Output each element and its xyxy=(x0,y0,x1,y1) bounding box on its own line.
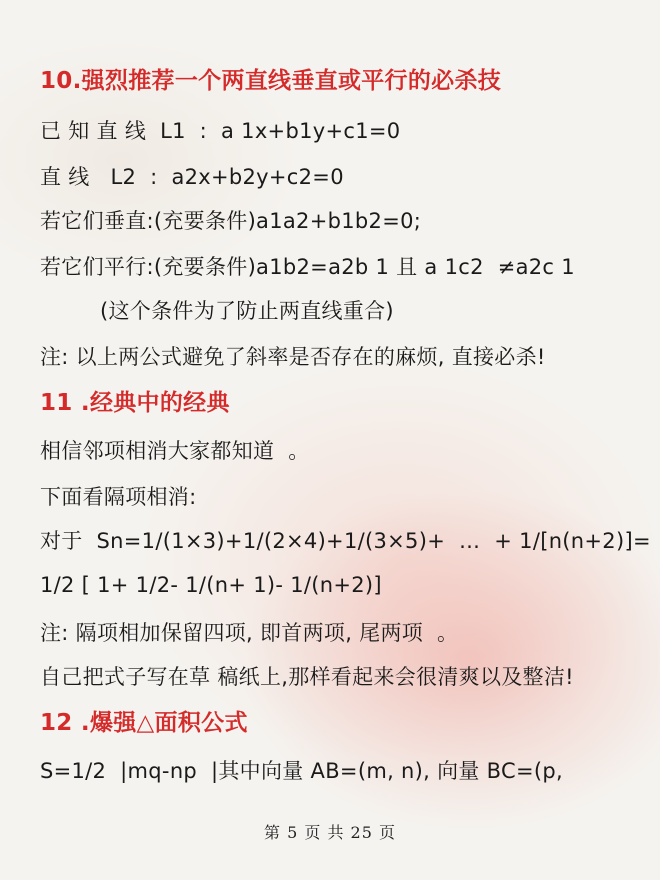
page-footer: 第 5 页 共 25 页 xyxy=(264,823,396,842)
parallel-note: (这个条件为了防止两直线重合) xyxy=(100,299,394,323)
adjacent-cancel-text: 相信邻项相消大家都知道 。 xyxy=(40,439,310,463)
perpendicular-condition: 若它们垂直:(充要条件)a1a2+b1b2=0; xyxy=(40,209,422,233)
advice-text: 自己把式子写在草 稿纸上,那样看起来会很清爽以及整洁! xyxy=(40,665,574,689)
alternate-cancel-intro: 下面看隔项相消: xyxy=(40,485,197,509)
given-line-l2: 直 线 L2 : a2x+b2y+c2=0 xyxy=(40,165,344,189)
given-line-l1: 已 知 直 线 L1 : a 1x+b1y+c1=0 xyxy=(40,119,401,143)
note-1: 注: 以上两公式避免了斜率是否存在的麻烦, 直接必杀! xyxy=(40,345,546,369)
area-formula: S=1/2 |mq-np |其中向量 AB=(m, n), 向量 BC=(p, xyxy=(40,759,563,783)
sum-formula: 对于 Sn=1/(1×3)+1/(2×4)+1/(3×5)+ … + 1/[n(n+2)]= xyxy=(40,529,651,553)
parallel-condition: 若它们平行:(充要条件)a1b2=a2b 1 且 a 1c2 ≠a2c 1 xyxy=(40,255,575,279)
heading-12: 12 .爆强△面积公式 xyxy=(40,710,248,736)
heading-11: 11 .经典中的经典 xyxy=(40,390,230,416)
sum-result: 1/2 [ 1+ 1/2- 1/(n+ 1)- 1/(n+2)] xyxy=(40,573,382,597)
note-2: 注: 隔项相加保留四项, 即首两项, 尾两项 。 xyxy=(40,621,459,645)
heading-10: 10.强烈推荐一个两直线垂直或平行的必杀技 xyxy=(40,68,502,94)
